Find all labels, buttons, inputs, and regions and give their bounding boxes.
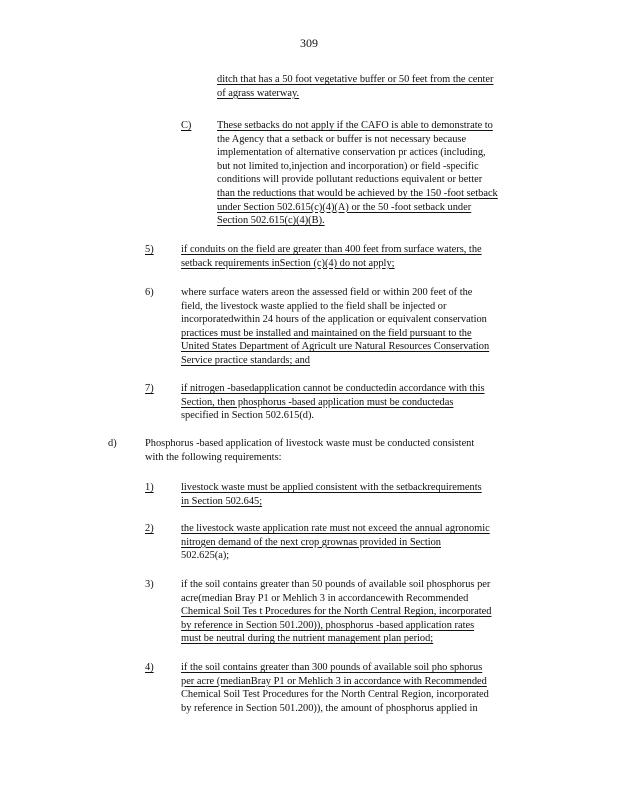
text-line: ditch that has a 50 foot vegetative buffer or 50 feet from the center	[217, 74, 494, 85]
text-line: Service practice standards; and	[181, 355, 310, 366]
list-marker: 7)	[145, 383, 154, 394]
text-line: Section, then phosphorus -based application must be conductedas	[181, 396, 454, 408]
list-marker: 3)	[145, 579, 154, 590]
text-line: if the soil contains greater than 50 pounds of available soil phosphorus per	[181, 579, 491, 590]
text-line: Chemical Soil Tes t Procedures for the North Central Region, incorporated	[181, 606, 492, 618]
list-marker: 6)	[145, 287, 154, 298]
text-line: nitrogen demand of the next crop grownas provided in Section	[181, 536, 441, 548]
text-line: These setbacks do not apply if the CAFO is able to demonstrate to	[217, 120, 493, 131]
list-marker: 1)	[145, 482, 154, 493]
text-line: if conduits on the field are greater than 400 feet from surface waters, the	[181, 244, 482, 255]
text-line: than the reductions that would be achieved by the 150 -foot setback	[217, 188, 498, 199]
text-line: Section 502.615(c)(4)(B).	[217, 215, 325, 227]
text-line: with the following requirements:	[145, 451, 282, 463]
text-line: the livestock waste application rate must not exceed the annual agronomic	[181, 523, 490, 534]
text-line: of agrass waterway.	[217, 87, 300, 99]
text-line: if nitrogen -basedapplication cannot be conductedin accordance with this	[181, 383, 485, 394]
text-line: in Section 502.645;	[181, 495, 263, 507]
text-line: under Section 502.615(c)(4)(A) or the 50 -foot setback under	[217, 201, 472, 213]
text-line: incorporatedwithin 24 hours of the application or equivalent conservation	[181, 314, 487, 326]
text-line: by reference in Section 501.200)), phosphorus -based application rates	[181, 619, 475, 631]
list-marker: 4)	[145, 662, 154, 673]
text-line: Phosphorus -based application of livestock waste must be conducted consistent	[145, 438, 475, 449]
text-line: 502.625(a);	[181, 550, 230, 562]
list-marker: 2)	[145, 523, 154, 534]
text-line: acre(median Bray P1 or Mehlich 3 in accordancewith Recommended	[181, 592, 469, 604]
text-line: United States Department of Agricult ure Natural Resources Conservation	[181, 341, 490, 353]
text-line: field, the livestock waste applied to the field shall be injected or	[181, 300, 447, 312]
text-line: if the soil contains greater than 300 pounds of available soil pho sphorus	[181, 662, 483, 673]
text-line: by reference in Section 501.200)), the amount of phosphorus applied in	[181, 702, 478, 714]
list-marker: 5)	[145, 244, 154, 255]
text-line: specified in Section 502.615(d).	[181, 410, 315, 422]
text-line: but not limited to,injection and incorporation) or field -specific	[217, 160, 479, 172]
text-line: per acre (medianBray P1 or Mehlich 3 in accordance with Recommended	[181, 675, 487, 687]
list-marker: C)	[181, 120, 192, 131]
text-line: conditions will provide pollutant reductions equivalent or better	[217, 174, 483, 186]
text-line: Chemical Soil Test Procedures for the North Central Region, incorporated	[181, 689, 489, 701]
text-line: livestock waste must be applied consistent with the setbackrequirements	[181, 482, 482, 493]
text-line: practices must be installed and maintained on the field pursuant to the	[181, 327, 472, 339]
text-line: the Agency that a setback or buffer is not necessary because	[217, 133, 467, 145]
list-marker: d)	[108, 438, 117, 449]
text-line: setback requirements inSection (c)(4) do not apply;	[181, 257, 395, 269]
text-line: where surface waters areon the assessed field or within 200 feet of the	[181, 287, 473, 298]
page-number: 309	[300, 36, 318, 50]
text-line: must be neutral during the nutrient management plan period;	[181, 633, 434, 645]
text-line: implementation of alternative conservation pr actices (including,	[217, 147, 486, 159]
